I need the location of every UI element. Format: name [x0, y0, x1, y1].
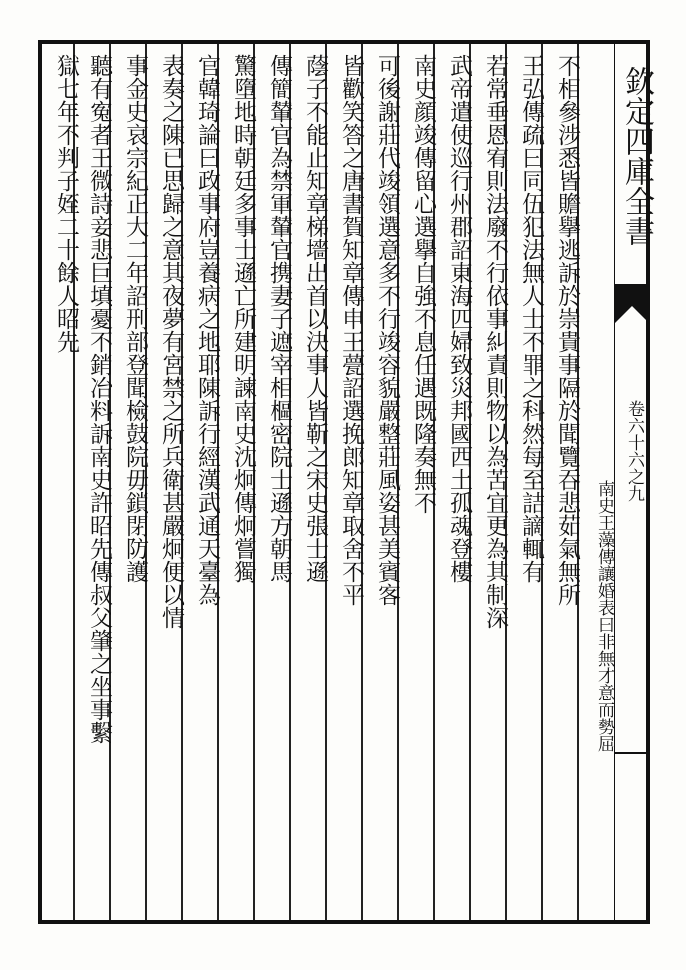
margin-tick: [614, 752, 650, 754]
text-column-9: 蔭子不能止知章梯墻出首以決事人皆靳之宋史張士遜: [302, 54, 328, 583]
text-column-2: 不相參涉悉皆贍擧逃訴於崇貴事隔於聞覽吞悲茹氣無所: [554, 54, 580, 606]
text-column-3: 王弘傳疏曰同伍犯法無人士不罪之科然每至詰謫輒有: [518, 54, 544, 583]
volume-label: 卷六十六之九: [624, 400, 644, 502]
fish-tail-mark-icon: [614, 284, 650, 324]
text-column-6: 南史顔竣傳留心選擧自強不息任遇既隆奏無不: [410, 54, 436, 514]
text-column-8: 皆歡笑答之唐書賀知章傳申王甍詔選挽郎知章取舍不平: [338, 54, 364, 606]
text-column-5: 武帝遣使巡行州郡詔東海匹婦致災邦國西土孤魂登樓: [446, 54, 472, 583]
text-column-16: 獄七年不判子姪二十餘人昭先: [53, 54, 79, 353]
text-column-4: 若常垂恩宥則法廢不行依事糾責則物以為苦宜更為其制深: [482, 54, 508, 629]
text-column-13: 表奏之陳已思歸之意其夜夢有宮禁之所兵衛甚嚴炯便以情: [158, 54, 184, 629]
text-column-7: 可後謝莊代竣領選意多不行竣容貌嚴整莊風姿甚美賓客: [374, 54, 400, 606]
text-column-10: 傳簡輦官為禁軍輦官携妻子遮宰相樞密院士遜方朝馬: [266, 54, 292, 583]
text-column-12: 官韓琦論曰政事府豈養病之地耶陳訴行經漢武通天臺為: [194, 54, 220, 606]
text-column-14: 事金史哀宗紀正大二年詔刑部登聞檢鼓院毋鎖閉防護: [122, 54, 148, 583]
text-column-1: 南史王藻傳讓婚表曰非無才意而勢屈: [594, 480, 614, 752]
text-column-15: 聽有寃者王微詩妾悲巨填憂不銷冶料訴南史許昭先傳叔父肇之坐事繫: [86, 54, 112, 744]
book-title: 欽定四庫全書: [619, 66, 654, 246]
text-column-11: 驚墮地時朝廷多事士遜亡所建明諫南史沈炯傳炯嘗獨: [230, 54, 256, 583]
